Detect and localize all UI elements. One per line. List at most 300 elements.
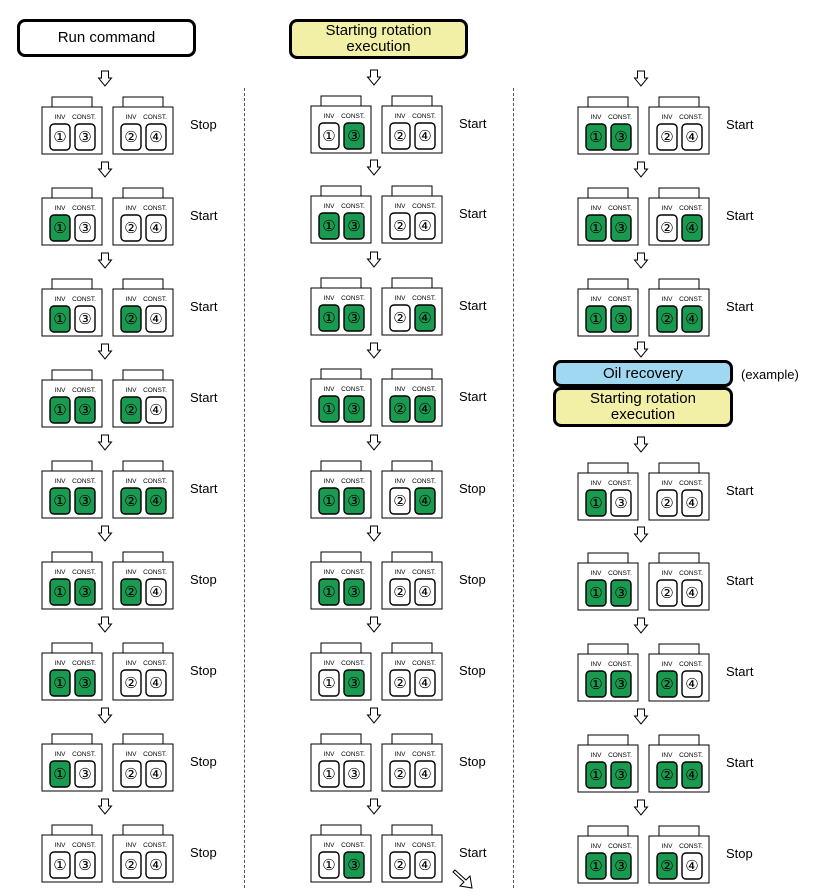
- compressor-number: ④: [149, 310, 163, 328]
- flow-arrow: [635, 253, 648, 268]
- unit-connector: [321, 734, 361, 744]
- step-1-5: [190, 481, 218, 496]
- unit-b: [382, 369, 442, 426]
- step-2-5: [459, 481, 486, 496]
- const-label: CONST.: [608, 661, 632, 668]
- const-label: CONST.: [72, 660, 96, 667]
- const-label: CONST.: [608, 480, 632, 487]
- flow-arrow: [368, 799, 381, 814]
- run-command-label: Run command: [57, 29, 156, 46]
- const-label: CONST.: [72, 478, 96, 485]
- unit-connector: [588, 279, 628, 289]
- const-label: CONST.: [608, 114, 632, 121]
- inv-label: INV: [323, 386, 335, 393]
- unit-a: [311, 825, 371, 882]
- compressor-number: ③: [614, 857, 628, 875]
- unit-b: [649, 188, 709, 245]
- unit-b: [649, 279, 709, 336]
- compressor-number: ④: [418, 674, 432, 692]
- inv-label: INV: [54, 569, 66, 576]
- compressor-number: ②: [660, 766, 674, 784]
- compressor-number: ②: [124, 674, 138, 692]
- compressor-number: ①: [589, 766, 603, 784]
- flow-arrow: [368, 252, 381, 267]
- step-status: Start: [726, 573, 754, 588]
- const-label: CONST.: [608, 205, 632, 212]
- compressor-number: ②: [393, 674, 407, 692]
- const-label: CONST.: [341, 203, 365, 210]
- compressor-number: ③: [78, 219, 92, 237]
- inv-label: INV: [590, 843, 602, 850]
- step-status: Stop: [459, 663, 486, 678]
- const-label: CONST.: [72, 387, 96, 394]
- compressor-number: ③: [347, 583, 361, 601]
- step-2-8: [459, 754, 486, 769]
- unit-a: [311, 369, 371, 426]
- unit-b: [382, 734, 442, 791]
- compressor-number: ②: [660, 857, 674, 875]
- const-label: CONST.: [412, 751, 436, 758]
- compressor-number: ④: [685, 857, 699, 875]
- unit-connector: [52, 552, 92, 562]
- unit-connector: [659, 735, 699, 745]
- unit-a: [311, 461, 371, 518]
- compressor-number: ①: [53, 674, 67, 692]
- inv-label: INV: [323, 842, 335, 849]
- flow-arrow: [99, 344, 112, 359]
- inv-label: INV: [394, 203, 406, 210]
- compressor-number: ③: [347, 674, 361, 692]
- compressor-number: ②: [124, 856, 138, 874]
- inv-label: INV: [661, 843, 673, 850]
- starting-rotation-label: Starting rotation execution: [325, 22, 432, 55]
- unit-a: [311, 186, 371, 243]
- flow-arrow: [99, 253, 112, 268]
- unit-a: [42, 552, 102, 609]
- step-status: Start: [459, 845, 487, 860]
- step-2-7: [459, 663, 486, 678]
- compressor-number: ②: [660, 128, 674, 146]
- step-3-8: [726, 846, 753, 861]
- unit-connector: [659, 279, 699, 289]
- inv-label: INV: [323, 113, 335, 120]
- unit-connector: [52, 279, 92, 289]
- compressor-number: ①: [322, 217, 336, 235]
- inv-label: INV: [125, 842, 137, 849]
- starting-rotation-label-2: Starting rotation execution: [590, 390, 696, 423]
- step-3-1: [726, 117, 754, 132]
- compressor-number: ①: [322, 309, 336, 327]
- step-2-4: [459, 389, 487, 404]
- unit-b: [113, 97, 173, 154]
- unit-b: [113, 734, 173, 791]
- inv-label: INV: [125, 569, 137, 576]
- compressor-number: ②: [393, 309, 407, 327]
- const-label: CONST.: [143, 205, 167, 212]
- inv-label: INV: [323, 478, 335, 485]
- step-status: Start: [459, 206, 487, 221]
- unit-connector: [123, 97, 163, 107]
- const-label: CONST.: [143, 296, 167, 303]
- inv-label: INV: [125, 205, 137, 212]
- unit-b: [113, 188, 173, 245]
- compressor-number: ①: [589, 584, 603, 602]
- step-status: Stop: [190, 754, 217, 769]
- unit-connector: [123, 734, 163, 744]
- step-status: Start: [190, 208, 218, 223]
- step-1-3: [190, 299, 218, 314]
- compressor-number: ①: [53, 401, 67, 419]
- compressor-number: ④: [149, 401, 163, 419]
- unit-a: [42, 643, 102, 700]
- compressor-number: ②: [393, 492, 407, 510]
- step-3-7: [726, 755, 754, 770]
- unit-connector: [659, 553, 699, 563]
- unit-a: [42, 461, 102, 518]
- unit-connector: [52, 461, 92, 471]
- step-1-8: [190, 754, 217, 769]
- step-1-1: [190, 117, 217, 132]
- unit-b: [113, 643, 173, 700]
- compressor-number: ③: [347, 309, 361, 327]
- inv-label: INV: [661, 296, 673, 303]
- const-label: CONST.: [412, 386, 436, 393]
- const-label: CONST.: [412, 660, 436, 667]
- unit-connector: [321, 643, 361, 653]
- unit-a: [578, 279, 638, 336]
- compressor-number: ①: [53, 128, 67, 146]
- flow-arrow: [368, 526, 381, 541]
- inv-label: INV: [394, 478, 406, 485]
- inv-label: INV: [590, 661, 602, 668]
- step-2-9: [459, 845, 487, 860]
- flow-arrow: [368, 70, 381, 85]
- compressor-number: ③: [78, 674, 92, 692]
- const-label: CONST.: [72, 842, 96, 849]
- compressor-number: ④: [149, 583, 163, 601]
- compressor-number: ①: [589, 310, 603, 328]
- compressor-number: ③: [347, 127, 361, 145]
- inv-label: INV: [590, 114, 602, 121]
- flow-arrow: [99, 708, 112, 723]
- unit-connector: [52, 188, 92, 198]
- compressor-number: ②: [124, 401, 138, 419]
- unit-connector: [588, 826, 628, 836]
- compressor-number: ③: [614, 128, 628, 146]
- const-label: CONST.: [679, 114, 703, 121]
- unit-connector: [321, 369, 361, 379]
- compressor-number: ④: [418, 856, 432, 874]
- inv-label: INV: [661, 114, 673, 121]
- unit-a: [42, 825, 102, 882]
- compressor-number: ②: [393, 127, 407, 145]
- inv-label: INV: [661, 570, 673, 577]
- unit-a: [42, 370, 102, 427]
- compressor-number: ②: [393, 400, 407, 418]
- compressor-number: ④: [685, 310, 699, 328]
- const-label: CONST.: [608, 752, 632, 759]
- inv-label: INV: [54, 751, 66, 758]
- const-label: CONST.: [72, 569, 96, 576]
- inv-label: INV: [661, 480, 673, 487]
- oil-recovery-note: (example): [741, 367, 799, 382]
- unit-connector: [52, 643, 92, 653]
- unit-b: [113, 279, 173, 336]
- unit-b: [382, 278, 442, 335]
- inv-label: INV: [394, 113, 406, 120]
- const-label: CONST.: [341, 660, 365, 667]
- flow-arrow: [99, 799, 112, 814]
- unit-connector: [321, 552, 361, 562]
- inv-label: INV: [590, 205, 602, 212]
- step-1-7: [190, 663, 217, 678]
- unit-a: [578, 826, 638, 883]
- unit-connector: [588, 644, 628, 654]
- compressor-number: ③: [614, 310, 628, 328]
- const-label: CONST.: [679, 296, 703, 303]
- inv-label: INV: [323, 751, 335, 758]
- compressor-number: ③: [78, 583, 92, 601]
- compressor-number: ①: [589, 128, 603, 146]
- flow-arrow: [99, 435, 112, 450]
- inv-label: INV: [125, 387, 137, 394]
- compressor-number: ①: [322, 583, 336, 601]
- unit-b: [649, 463, 709, 520]
- const-label: CONST.: [679, 661, 703, 668]
- inv-label: INV: [661, 205, 673, 212]
- step-3-2: [726, 208, 754, 223]
- inv-label: INV: [590, 570, 602, 577]
- const-label: CONST.: [412, 569, 436, 576]
- const-label: CONST.: [679, 570, 703, 577]
- inv-label: INV: [54, 114, 66, 121]
- unit-a: [578, 463, 638, 520]
- compressor-number: ①: [589, 675, 603, 693]
- const-label: CONST.: [412, 113, 436, 120]
- inv-label: INV: [661, 752, 673, 759]
- inv-label: INV: [125, 660, 137, 667]
- inv-label: INV: [323, 295, 335, 302]
- compressor-number: ④: [685, 494, 699, 512]
- unit-b: [649, 826, 709, 883]
- step-status: Stop: [190, 117, 217, 132]
- step-1-2: [190, 208, 218, 223]
- compressor-number: ③: [614, 675, 628, 693]
- const-label: CONST.: [679, 843, 703, 850]
- compressor-number: ①: [322, 856, 336, 874]
- unit-connector: [392, 186, 432, 196]
- unit-connector: [52, 734, 92, 744]
- const-label: CONST.: [143, 751, 167, 758]
- const-label: CONST.: [143, 842, 167, 849]
- step-1-9: [190, 845, 217, 860]
- compressor-number: ③: [614, 584, 628, 602]
- compressor-number: ④: [685, 675, 699, 693]
- compressor-number: ①: [322, 492, 336, 510]
- compressor-number: ④: [685, 584, 699, 602]
- step-3-5: [726, 573, 754, 588]
- inv-label: INV: [54, 205, 66, 212]
- const-label: CONST.: [341, 386, 365, 393]
- flow-arrow: [99, 71, 112, 86]
- step-2-6: [459, 572, 486, 587]
- compressor-number: ④: [685, 766, 699, 784]
- unit-a: [578, 644, 638, 701]
- inv-label: INV: [661, 661, 673, 668]
- const-label: CONST.: [341, 751, 365, 758]
- compressor-number: ③: [614, 494, 628, 512]
- unit-a: [311, 643, 371, 700]
- inv-label: INV: [394, 751, 406, 758]
- step-status: Start: [190, 390, 218, 405]
- const-label: CONST.: [608, 570, 632, 577]
- compressor-number: ③: [347, 492, 361, 510]
- compressor-number: ③: [347, 400, 361, 418]
- compressor-number: ③: [78, 765, 92, 783]
- unit-connector: [321, 825, 361, 835]
- step-status: Stop: [190, 572, 217, 587]
- unit-connector: [321, 461, 361, 471]
- step-status: Stop: [726, 846, 753, 861]
- compressor-number: ③: [347, 765, 361, 783]
- const-label: CONST.: [412, 478, 436, 485]
- unit-b: [382, 461, 442, 518]
- compressor-number: ①: [322, 127, 336, 145]
- compressor-number: ②: [660, 219, 674, 237]
- step-status: Start: [726, 299, 754, 314]
- inv-label: INV: [323, 660, 335, 667]
- const-label: CONST.: [341, 113, 365, 120]
- unit-a: [311, 734, 371, 791]
- step-status: Start: [726, 755, 754, 770]
- step-status: Start: [459, 298, 487, 313]
- unit-a: [578, 735, 638, 792]
- unit-connector: [123, 825, 163, 835]
- compressor-number: ②: [124, 765, 138, 783]
- flow-arrow: [99, 617, 112, 632]
- inv-label: INV: [394, 569, 406, 576]
- compressor-number: ②: [124, 583, 138, 601]
- step-status: Start: [459, 116, 487, 131]
- unit-connector: [392, 96, 432, 106]
- unit-a: [311, 552, 371, 609]
- step-3-6: [726, 664, 754, 679]
- flow-arrow: [635, 342, 648, 357]
- compressor-number: ③: [78, 128, 92, 146]
- const-label: CONST.: [679, 752, 703, 759]
- compressor-number: ①: [53, 856, 67, 874]
- step-status: Stop: [459, 572, 486, 587]
- inv-label: INV: [54, 296, 66, 303]
- const-label: CONST.: [143, 660, 167, 667]
- unit-connector: [123, 279, 163, 289]
- compressor-number: ④: [418, 492, 432, 510]
- step-status: Start: [726, 483, 754, 498]
- compressor-number: ②: [393, 765, 407, 783]
- step-status: Start: [459, 389, 487, 404]
- flow-arrow: [635, 709, 648, 724]
- compressor-number: ②: [124, 492, 138, 510]
- flow-arrow: [635, 618, 648, 633]
- unit-b: [649, 97, 709, 154]
- compressor-number: ④: [149, 765, 163, 783]
- flow-arrow: [368, 343, 381, 358]
- step-status: Start: [190, 299, 218, 314]
- compressor-number: ③: [78, 856, 92, 874]
- flow-arrow: [635, 527, 648, 542]
- const-label: CONST.: [412, 203, 436, 210]
- compressor-number: ①: [589, 857, 603, 875]
- compressor-number: ④: [418, 400, 432, 418]
- compressor-number: ①: [322, 674, 336, 692]
- unit-b: [649, 553, 709, 610]
- unit-a: [311, 96, 371, 153]
- unit-connector: [321, 278, 361, 288]
- unit-b: [382, 825, 442, 882]
- compressor-number: ①: [322, 400, 336, 418]
- flow-arrow: [635, 71, 648, 86]
- step-2-2: [459, 206, 487, 221]
- step-status: Stop: [459, 754, 486, 769]
- unit-connector: [392, 552, 432, 562]
- inv-label: INV: [125, 478, 137, 485]
- inv-label: INV: [54, 842, 66, 849]
- compressor-number: ②: [393, 217, 407, 235]
- inv-label: INV: [394, 386, 406, 393]
- unit-connector: [52, 370, 92, 380]
- unit-connector: [321, 96, 361, 106]
- unit-b: [113, 461, 173, 518]
- inv-label: INV: [54, 660, 66, 667]
- unit-connector: [659, 97, 699, 107]
- step-2-1: [459, 116, 487, 131]
- inv-label: INV: [54, 478, 66, 485]
- flow-arrow: [368, 617, 381, 632]
- unit-connector: [588, 188, 628, 198]
- step-status: Start: [726, 117, 754, 132]
- step-1-6: [190, 572, 217, 587]
- unit-b: [113, 370, 173, 427]
- compressor-number: ③: [78, 492, 92, 510]
- compressor-number: ③: [78, 310, 92, 328]
- unit-connector: [659, 463, 699, 473]
- compressor-number: ②: [393, 856, 407, 874]
- unit-b: [382, 96, 442, 153]
- unit-connector: [392, 734, 432, 744]
- inv-label: INV: [394, 842, 406, 849]
- unit-connector: [659, 826, 699, 836]
- compressor-number: ④: [149, 219, 163, 237]
- unit-connector: [659, 644, 699, 654]
- compressor-number: ①: [53, 492, 67, 510]
- unit-a: [42, 734, 102, 791]
- unit-b: [649, 644, 709, 701]
- const-label: CONST.: [679, 205, 703, 212]
- compressor-number: ②: [124, 310, 138, 328]
- inv-label: INV: [54, 387, 66, 394]
- unit-a: [42, 279, 102, 336]
- compressor-number: ②: [393, 583, 407, 601]
- unit-b: [382, 643, 442, 700]
- step-status: Start: [726, 664, 754, 679]
- inv-label: INV: [125, 296, 137, 303]
- compressor-number: ④: [149, 674, 163, 692]
- compressor-number: ④: [685, 219, 699, 237]
- compressor-number: ①: [53, 765, 67, 783]
- compressor-number: ②: [660, 310, 674, 328]
- compressor-number: ②: [124, 128, 138, 146]
- compressor-number: ①: [53, 310, 67, 328]
